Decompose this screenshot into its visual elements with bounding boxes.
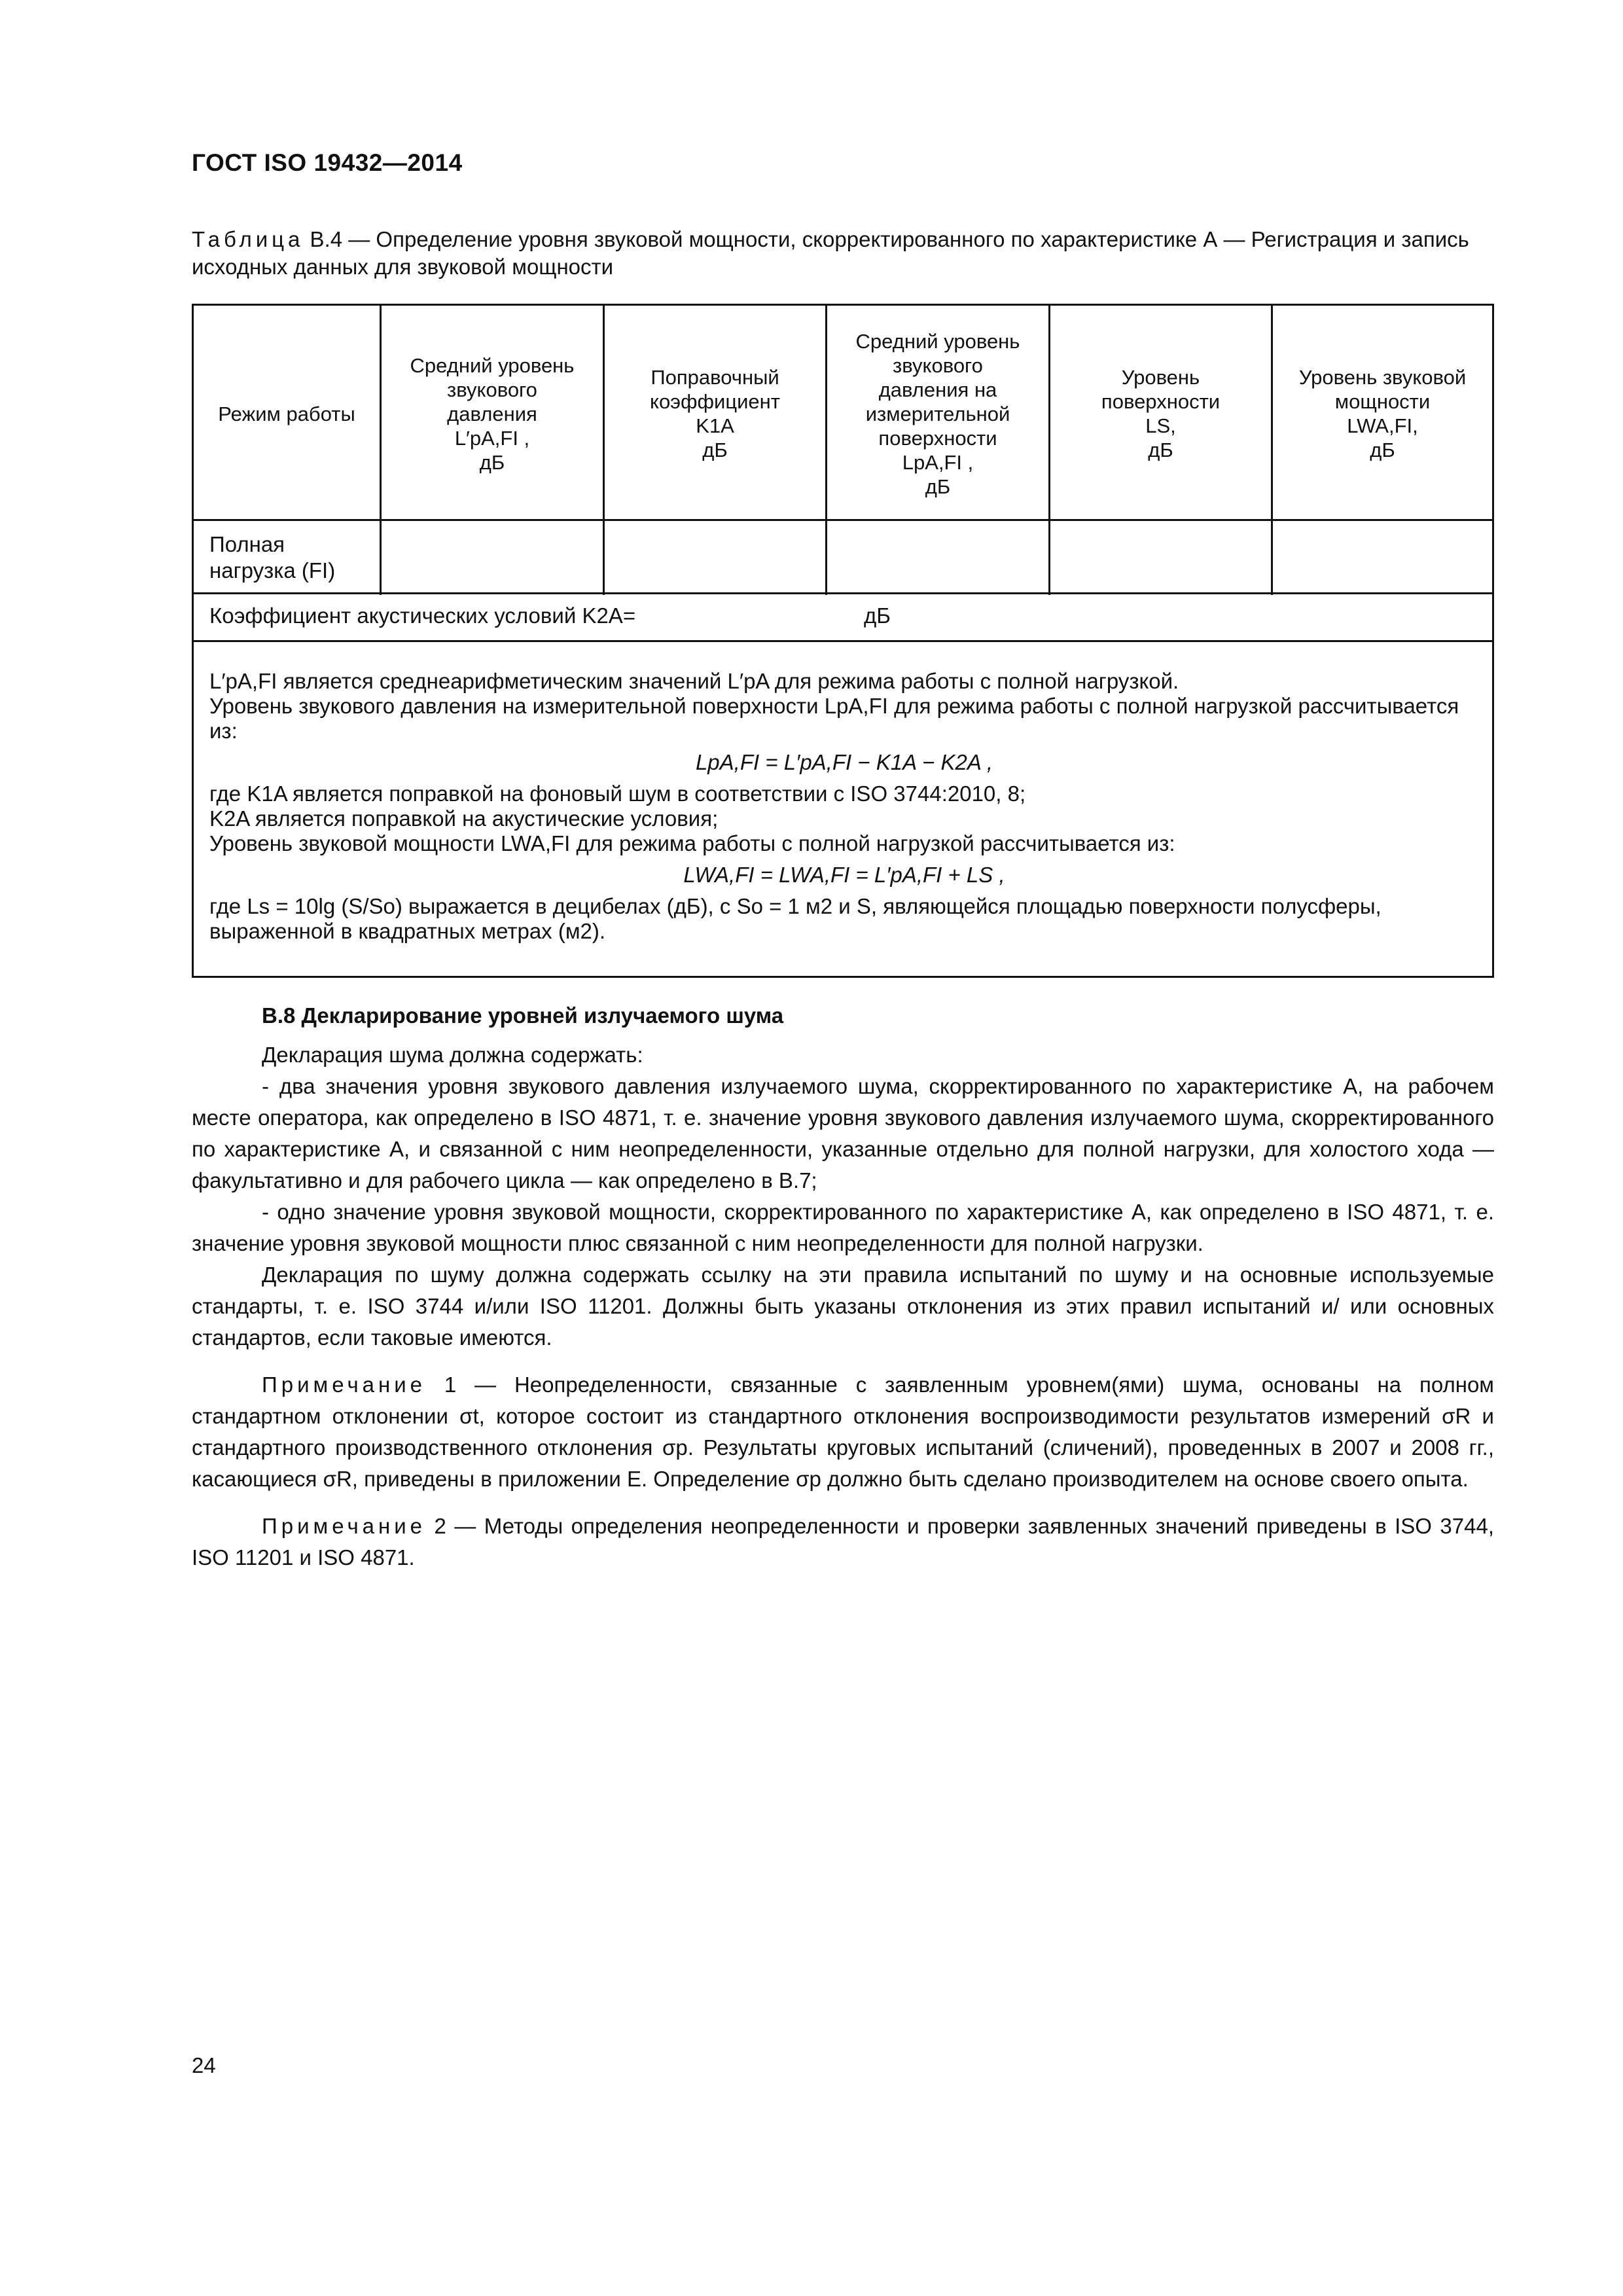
table-header-cell [1050,306,1271,522]
table-divider [194,640,1492,642]
formula-line: LpA,FI = L′pA,FI − K1A − K2A , [695,750,993,774]
header-power-level: Уровень звуковой мощности LWA,FI, дБ [1298,366,1467,461]
full-load-label: Полная нагрузка (FI) [209,532,336,583]
header-surface-level: Уровень поверхности LS, дБ [1101,366,1221,461]
header-mode: Режим работы [218,402,355,425]
table-divider [194,592,1492,594]
note-2 [192,1511,1494,1573]
section-title: В.8 Декларирование уровней излучаемого шума [262,1003,784,1028]
table-header-cell [194,306,380,522]
formula-line: LWA,FI = LWA,FI = L′pA,FI + LS , [683,863,1005,887]
header-correction: Поправочный коэффициент K1A дБ [650,366,780,461]
note-line: Уровень звуковой мощности LWA,FI для режима работы с полной нагрузкой рассчитывается из: [209,831,1175,855]
paragraph: - два значения уровня звукового давления излучаемого шума, скорректированного по характеристике А, на рабочем месте оператора, как определено в ISO 4871, т. е. значение уровня звукового давления излучаемого шума, скорректированного по характеристике А, и связанной с ним неопределенности, указанные отдельно для полной нагрузки, для холостого хода — факультативно и для рабочего цикла — как определено в В.7; [192,1074,1494,1193]
note-line: Уровень звукового давления на измерительной поверхности LpA,FI для режима работы с полной нагрузкой рассчитывается из: [209,694,1459,743]
paragraph: Декларация шума должна содержать: [262,1043,643,1067]
note-line: где K1A является поправкой на фоновый шум в соответствии с ISO 3744:2010, 8; [209,781,1026,806]
table-header-cell [1273,306,1492,522]
table-header-cell [827,306,1048,522]
paragraph: Декларация по шуму должна содержать ссылку на эти правила испытаний по шуму и на основные используемые стандарты, т. е. ISO 3744 и/или ISO 11201. Должны быть указаны отклонения из этих правил испытаний и/ или основных стандартов, если таковые имеются. [192,1263,1494,1350]
k2a-row [209,603,891,628]
k2a-unit: дБ [864,603,891,628]
note-line: L′pA,FI является среднеарифметическим значений L′pA для режима работы с полной нагрузкой. [209,669,1179,693]
note-label: Примечание [262,1514,427,1538]
table-caption-label: Таблица [192,227,304,251]
header-surface-spl: Средний уровень звукового давления на измерительной поверхности LpA,FI , дБ [855,329,1020,498]
document-header: ГОСТ ISO 19432—2014 [192,149,463,176]
paragraph: - одно значение уровня звуковой мощности, скорректированного по характеристике А, как определено в ISO 4871, т. е. значение уровня звуковой мощности плюс связанной с ним неопределенности для полной нагрузки. [192,1200,1494,1255]
header-mean-spl: Средний уровень звукового давления L′pA,FI , дБ [410,353,575,474]
table-notes [209,669,1479,944]
note-2-text: 2 — Методы определения неопределенности и проверки заявленных значений приведены в ISO 3744, ISO 11201 и ISO 4871. [192,1514,1494,1570]
k2a-label: Коэффициент акустических условий K2A= [209,603,636,628]
note-1 [192,1369,1494,1495]
section-body [192,1039,1494,1573]
table-caption-text: В.4 — Определение уровня звуковой мощности, скорректированного по характеристике А — Регистрация и запись исходных данных для звуковой мощности [192,227,1469,279]
page-number: 24 [192,2053,216,2077]
data-table [192,304,1494,978]
table-header-cell [382,306,603,522]
note-label: Примечание [262,1372,427,1397]
table-caption [192,226,1494,281]
note-1-text: 1 — Неопределенности, связанные с заявленным уровнем(ями) шума, основаны на полном стандартном отклонении σt, которое состоит из стандартного отклонения воспроизводимости результатов измерений σR и стандартного производственного отклонения σp. Результаты круговых испытаний (сличений), проведенных в 2007 и 2008 гг., касающиеся σR, приведены в приложении Е. Определение σp должно быть сделано производителем на основе своего опыта. [192,1372,1494,1491]
note-line: где Ls = 10lg (S/So) выражается в децибелах (дБ), с So = 1 м2 и S, являющейся площадью поверхности полусферы, выраженной в квадратных метрах (м2). [209,894,1382,943]
table-header-cell [605,306,825,522]
note-line: K2A является поправкой на акустические условия; [209,806,719,831]
